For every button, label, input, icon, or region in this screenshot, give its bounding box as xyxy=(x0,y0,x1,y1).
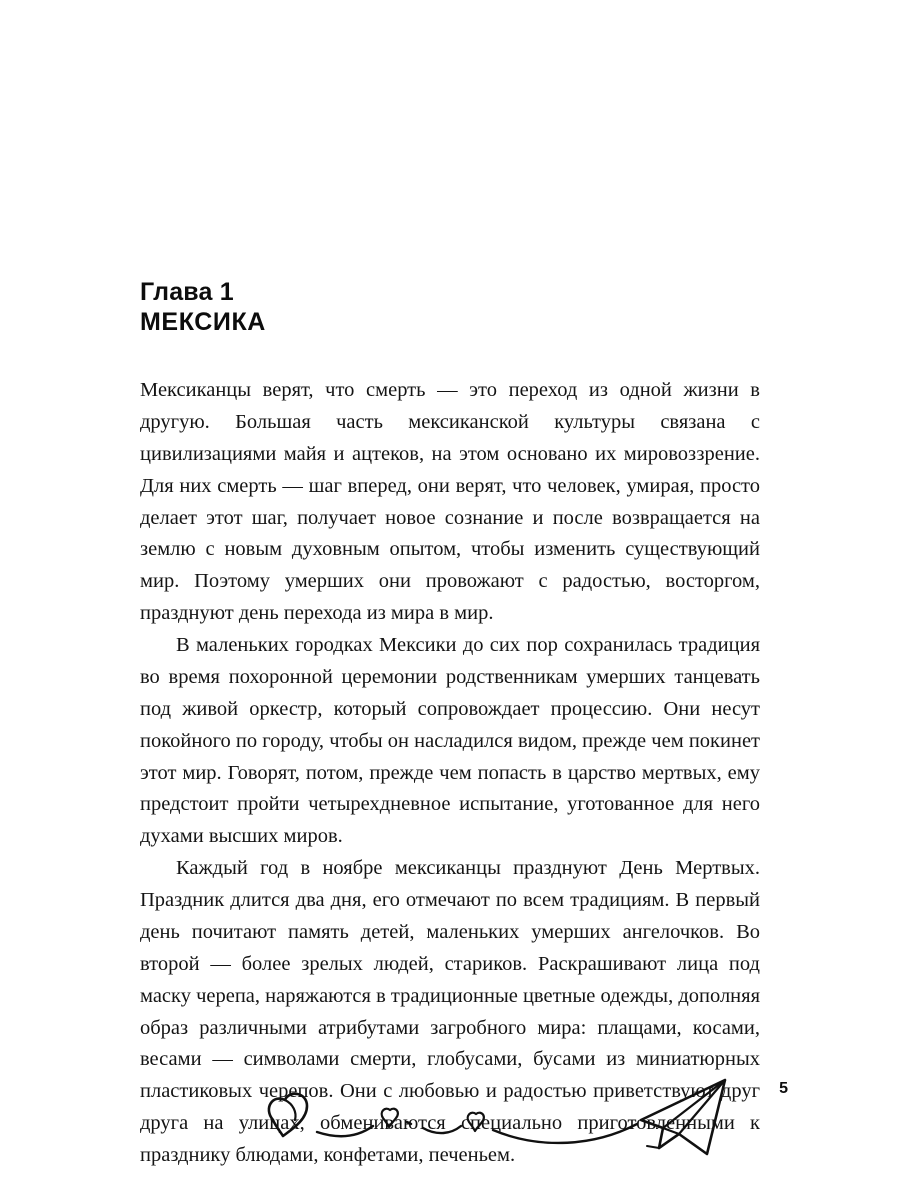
paragraph: Каждый год в ноябре мексиканцы празднуют День Мертвых. Праздник длится два дня, его отмечают по всем традициям. В первый день почитают память детей, маленьких умерших ангелочков. Во второй — более зрелых людей, стариков. Раскрашивают лица под маску черепа, наряжаются в традиционные цветные одежды, дополняя образ различными атрибутами загробного мира: плащами, косами, весами — символами смерти, глобусами, бусами из миниатюрных пластиковых черепов. Они с любовью и радостью приветствуют друг друга на улицах, обмениваются специально приготовленными к празднику блюдами, конфетами, печеньем. xyxy=(140,857,761,1166)
paragraph: В маленьких городках Мексики до сих пор сохранилась традиция во время похоронной церемонии родственникам умерших танцевать под живой оркестр, который сопровождает процессию. Они несут покойного по городу, чтобы он насладился видом, прежде чем покинет этот мир. Говорят, потом, прежде чем попасть в царство мертвых, ему предстоит пройти четырехдневное испытание, уготованное для него духами высших миров. xyxy=(140,634,760,848)
page-number: 5 xyxy=(779,1080,788,1097)
page-content xyxy=(140,278,760,1172)
paragraph: Мексиканцы верят, что смерть — это переход из одной жизни в другую. Большая часть мексиканской культуры связана с цивилизациями майя и ацтеков, на этом основано их мировоззрение. Для них смерть — шаг вперед, они верят, что человек, умирая, просто делает этот шаг, получает новое сознание и после возвращается на землю с новым духовным опытом, чтобы изменить существующий мир. Поэтому умерших они провожают с радостью, восторгом, празднуют день перехода из мира в мир. xyxy=(140,379,760,625)
body-text xyxy=(140,375,760,1172)
chapter-label: Глава 1 xyxy=(140,278,234,306)
page-title: МЕКСИКА xyxy=(140,307,266,336)
paper-plane-hearts-ornament-icon xyxy=(255,1068,755,1168)
